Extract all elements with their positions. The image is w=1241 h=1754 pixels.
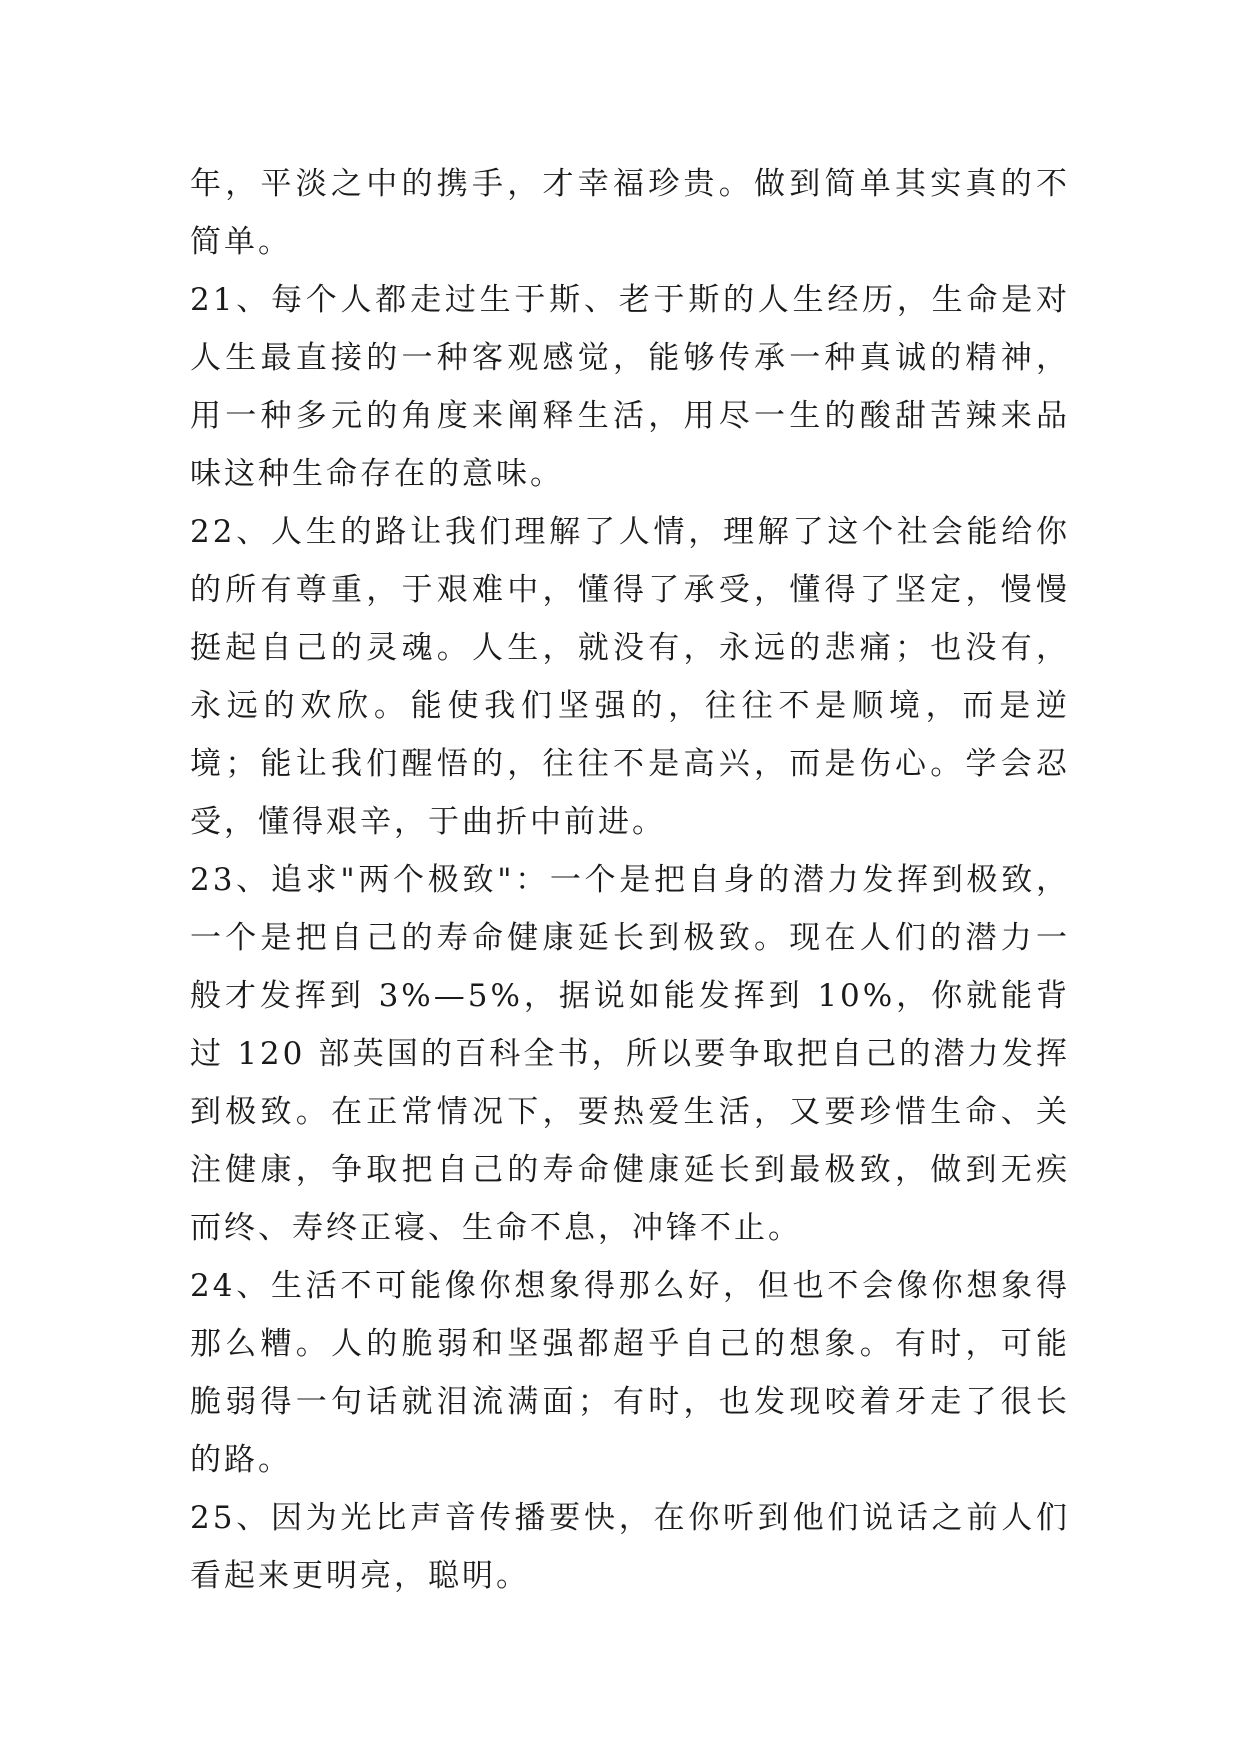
paragraph-23: 23、追求"两个极致"：一个是把自身的潜力发挥到极致，一个是把自己的寿命健康延长到极致。现在人们的潜力一般才发挥到 3%—5%，据说如能发挥到 10%，你就能背过 120 部英国的百科全书，所以要争取把自己的潜力发挥到极致。在正常情况下，要热爱生活，又要珍惜生命、关注健康，争取把自己的寿命健康延长到最极致，做到无疾而终、寿终正寝、生命不息，冲锋不止。	[190, 862, 1070, 1246]
paragraph-24: 24、生活不可能像你想象得那么好，但也不会像你想象得那么糟。人的脆弱和坚强都超乎自己的想象。有时，可能脆弱得一句话就泪流满面；有时，也发现咬着牙走了很长的路。	[190, 1268, 1070, 1478]
paragraph-21: 21、每个人都走过生于斯、老于斯的人生经历，生命是对人生最直接的一种客观感觉，能够传承一种真诚的精神，用一种多元的角度来阐释生活，用尽一生的酸甜苦辣来品味这种生命存在的意味。	[190, 282, 1070, 492]
paragraph-22: 22、人生的路让我们理解了人情，理解了这个社会能给你的所有尊重，于艰难中，懂得了承受，懂得了坚定，慢慢挺起自己的灵魂。人生，就没有，永远的悲痛；也没有，永远的欢欣。能使我们坚强的，往往不是顺境，而是逆境；能让我们醒悟的，往往不是高兴，而是伤心。学会忍受，懂得艰辛，于曲折中前进。	[190, 514, 1070, 840]
paragraph-continuation: 年，平淡之中的携手，才幸福珍贵。做到简单其实真的不简单。	[190, 166, 1070, 260]
paragraph-25: 25、因为光比声音传播要快，在你听到他们说话之前人们看起来更明亮，聪明。	[190, 1500, 1070, 1594]
body-text	[190, 155, 1070, 1605]
